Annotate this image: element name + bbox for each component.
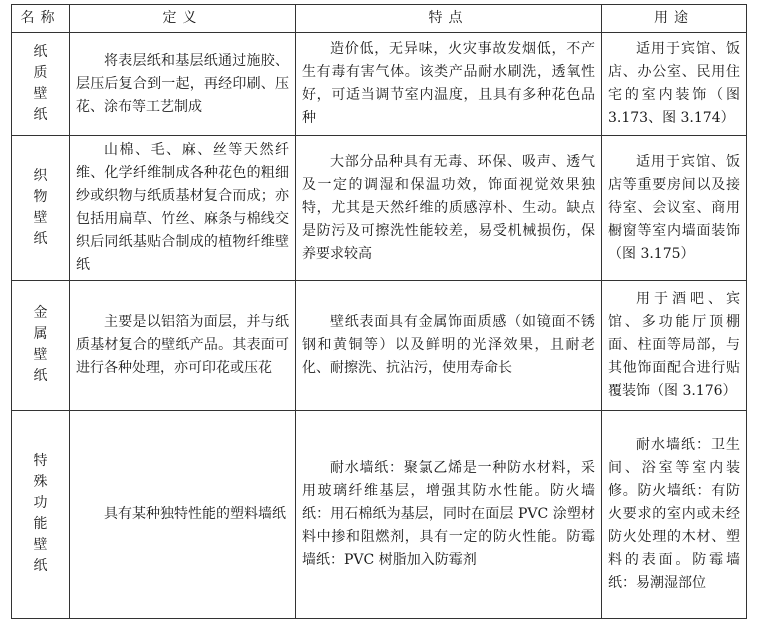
table-header-row xyxy=(12,5,747,33)
row-usage: 用于酒吧、宾馆、多功能厅顶棚面、柱面等局部，与其他饰面配合进行贴覆装饰（图 3.176） xyxy=(602,281,747,411)
row-name-cell xyxy=(12,33,70,136)
row-name: 纸质壁纸 xyxy=(33,43,48,123)
row-definition: 主要是以铝箔为面层，并与纸质基材复合的壁纸产品。其表面可进行各种处理，亦可印花或压花 xyxy=(70,281,296,411)
row-definition: 具有某种独特性能的塑料墙纸 xyxy=(70,411,296,619)
row-name: 织物壁纸 xyxy=(33,167,48,247)
row-features: 造价低，无异味，火灾事故发烟低，不产生有毒有害气体。该类产品耐水刷洗，透氧性好，可适当调节室内温度，且具有多种花色品种 xyxy=(296,33,602,136)
header-features: 特点 xyxy=(296,5,602,33)
wallpaper-table xyxy=(11,4,747,619)
row-features: 耐水墙纸：聚氯乙烯是一种防水材料，采用玻璃纤维基层，增强其防水性能。防火墙纸：用石棉纸为基层，同时在面层 PVC 涂塑材料中掺和阻燃剂，具有一定的防火性能。防霉墙纸：PVC 树脂加入防霉剂 xyxy=(296,411,602,619)
row-usage: 适用于宾馆、饭店等重要房间以及接待室、会议室、商用橱窗等室内墙面装饰（图 3.175） xyxy=(602,136,747,281)
table-row xyxy=(12,281,747,411)
row-definition: 山棉、毛、麻、丝等天然纤维、化学纤维制成各种花色的粗细纱或织物与纸质基材复合而成；亦包括用扁草、竹丝、麻条与棉线交织后同纸基贴合制成的植物纤维壁纸 xyxy=(70,136,296,281)
table-row xyxy=(12,411,747,619)
row-features: 壁纸表面具有金属饰面质感（如镜面不锈钢和黄铜等）以及鲜明的光泽效果，且耐老化、耐擦洗、抗沾污，使用寿命长 xyxy=(296,281,602,411)
row-name-cell xyxy=(12,411,70,619)
row-name: 特殊功能壁纸 xyxy=(33,453,48,574)
table-row xyxy=(12,33,747,136)
row-definition: 将表层纸和基层纸通过施胶、层压后复合到一起，再经印刷、压花、涂布等工艺制成 xyxy=(70,33,296,136)
row-name-cell xyxy=(12,136,70,281)
row-name-cell xyxy=(12,281,70,411)
table-row xyxy=(12,136,747,281)
row-usage: 耐水墙纸：卫生间、浴室等室内装修。防火墙纸：有防火要求的室内或未经防火处理的木材、塑料的表面。防霉墙纸：易潮湿部位 xyxy=(602,411,747,619)
row-usage: 适用于宾馆、饭店、办公室、民用住宅的室内装饰（图3.173、图 3.174） xyxy=(602,33,747,136)
row-name: 金属壁纸 xyxy=(33,305,48,384)
header-definition: 定义 xyxy=(70,5,296,33)
row-features: 大部分品种具有无毒、环保、吸声、透气及一定的调湿和保温功效，饰面视觉效果独特，尤其是天然纤维的质感淳朴、生动。缺点是防污及可擦洗性能较差，易受机械损伤，保养要求较高 xyxy=(296,136,602,281)
header-usage: 用途 xyxy=(602,5,747,33)
header-name: 名称 xyxy=(12,5,70,33)
